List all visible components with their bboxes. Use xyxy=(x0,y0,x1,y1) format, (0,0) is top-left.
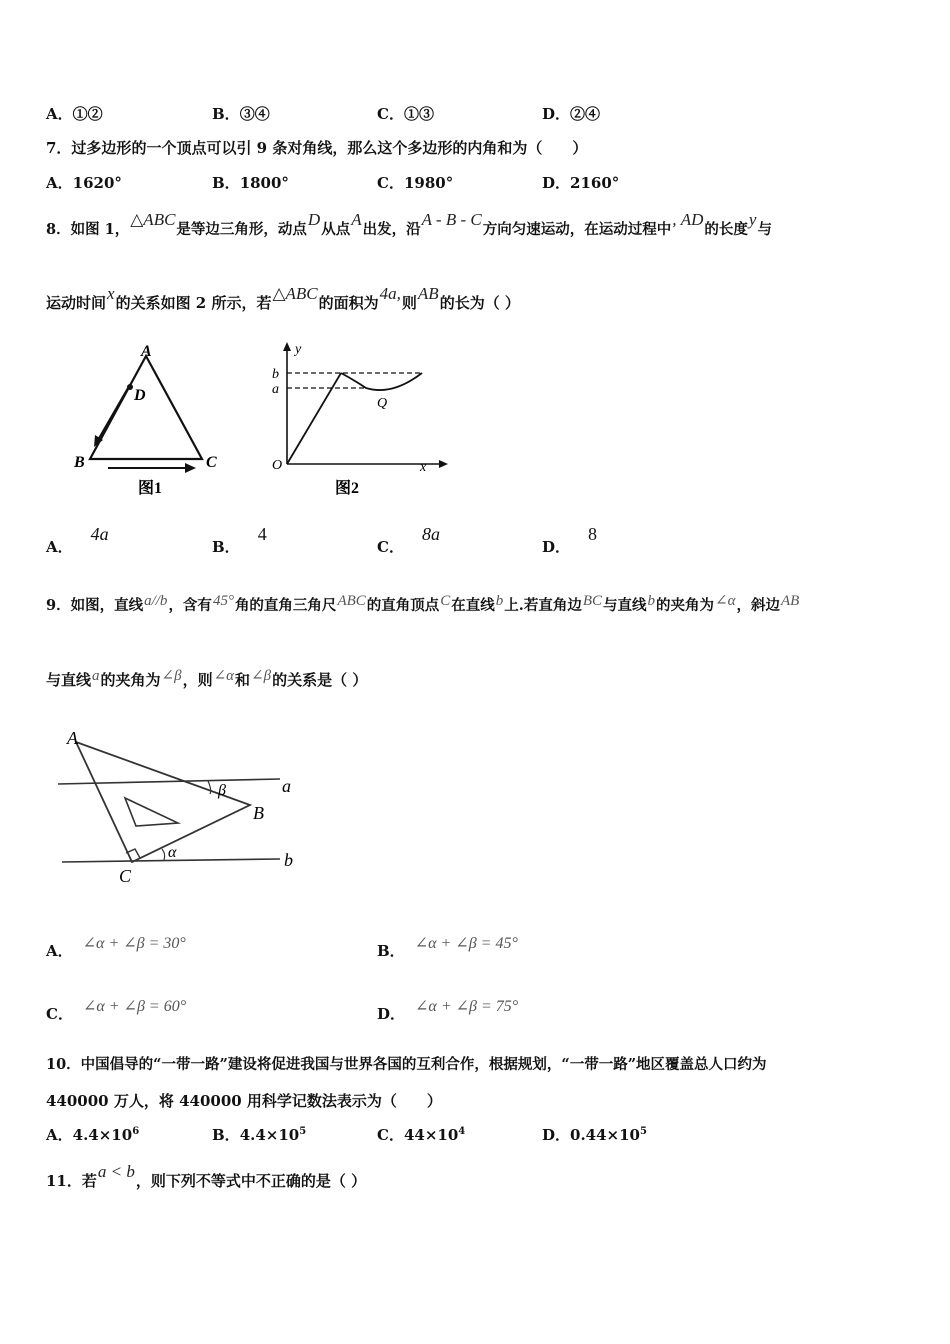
q9-fig-label-b-vertex: B xyxy=(253,803,264,823)
q9-fig-label-line-a: a xyxy=(282,776,291,796)
q10-stem-line2: 440000 万人，将 440000 用科学记数法表示为（ ） xyxy=(46,1092,442,1110)
q7-stem: 7．过多边形的一个顶点可以引 9 条对角线，那么这个多边形的内角和为（ ） xyxy=(46,139,588,157)
q8-option-d: D．8 xyxy=(542,524,598,556)
fig1-caption: 图1 xyxy=(138,480,163,497)
fig2-label-y: y xyxy=(295,342,302,357)
q10-option-d: D．$0.44\times 10^5$ xyxy=(542,1126,647,1144)
q8-option-b: B．4 xyxy=(212,524,267,556)
fig1-label-c: C xyxy=(206,454,217,471)
q10-option-a: A．$4.4\times 10^6$ xyxy=(46,1126,140,1144)
fig2-label-b: b xyxy=(272,367,279,382)
q6-option-a: A．①② xyxy=(46,105,103,123)
q8-option-c: C．8a xyxy=(377,524,440,556)
q9-figure xyxy=(50,720,310,890)
fig1-label-d: D xyxy=(134,387,146,404)
q10-option-c: C．$44\times 10^4$ xyxy=(377,1126,466,1144)
fig2-label-x: x xyxy=(420,460,427,475)
fig2-label-q: Q xyxy=(377,396,388,411)
q8-stem-line1: 8．如图 1，△ABC是等边三角形，动点D从点A出发，沿A - B - C方向匀速运动，在运动过程中, AD的长度y与 xyxy=(46,210,772,238)
q9-fig-label-line-b: b xyxy=(284,850,293,870)
q9-stem-line2: 与直线a的夹角为∠β，则∠α和∠β的关系是（ ） xyxy=(46,668,368,689)
q9-stem-line1: 9．如图，直线a//b，含有45°角的直角三角尺ABC的直角顶点C在直线b上.若直角边BC与直线b的夹角为∠α，斜边AB xyxy=(46,593,800,614)
q9-fig-label-a-vertex: A xyxy=(67,728,78,748)
q9-option-a: A． ∠α + ∠β = 30° xyxy=(46,935,186,960)
q9-fig-label-alpha: α xyxy=(168,844,177,861)
q6-option-b: B．③④ xyxy=(212,105,270,123)
fig1-label-a: A xyxy=(141,343,152,360)
q10-stem-line1: 10．中国倡导的“一带一路”建设将促进我国与世界各国的互利合作，根据规划，“一带一路”地区覆盖总人口约为 xyxy=(46,1056,767,1073)
fig2-label-a: a xyxy=(272,382,279,397)
q8-stem-line2: 运动时间x的关系如图 2 所示，若△ABC的面积为4a,则AB的长为（ ） xyxy=(46,284,520,312)
q9-option-b: B． ∠α + ∠β = 45° xyxy=(377,935,518,960)
q8-figure-1 xyxy=(60,338,230,503)
q7-option-b: B．1800° xyxy=(212,174,289,192)
q6-option-c: C．①③ xyxy=(377,105,434,123)
q6-option-d: D．②④ xyxy=(542,105,601,123)
fig2-label-o: O xyxy=(272,458,283,473)
q9-fig-label-beta: β xyxy=(218,782,226,799)
q9-fig-label-c-vertex: C xyxy=(119,866,132,886)
q8-option-a: A．4a xyxy=(46,524,109,556)
q7-option-c: C．1980° xyxy=(377,174,454,192)
fig2-caption: 图2 xyxy=(335,480,360,497)
q7-option-d: D．2160° xyxy=(542,174,620,192)
q8-figure-2 xyxy=(262,338,452,503)
q9-option-c: C． ∠α + ∠β = 60° xyxy=(46,998,187,1023)
q11-stem: 11．若a < b，则下列不等式中不正确的是（ ） xyxy=(46,1162,367,1190)
fig1-label-b: B xyxy=(74,454,85,471)
q7-option-a: A．1620° xyxy=(46,174,122,192)
q10-option-b: B．$4.4\times 10^5$ xyxy=(212,1126,307,1144)
q9-option-d: D． ∠α + ∠β = 75° xyxy=(377,998,519,1023)
